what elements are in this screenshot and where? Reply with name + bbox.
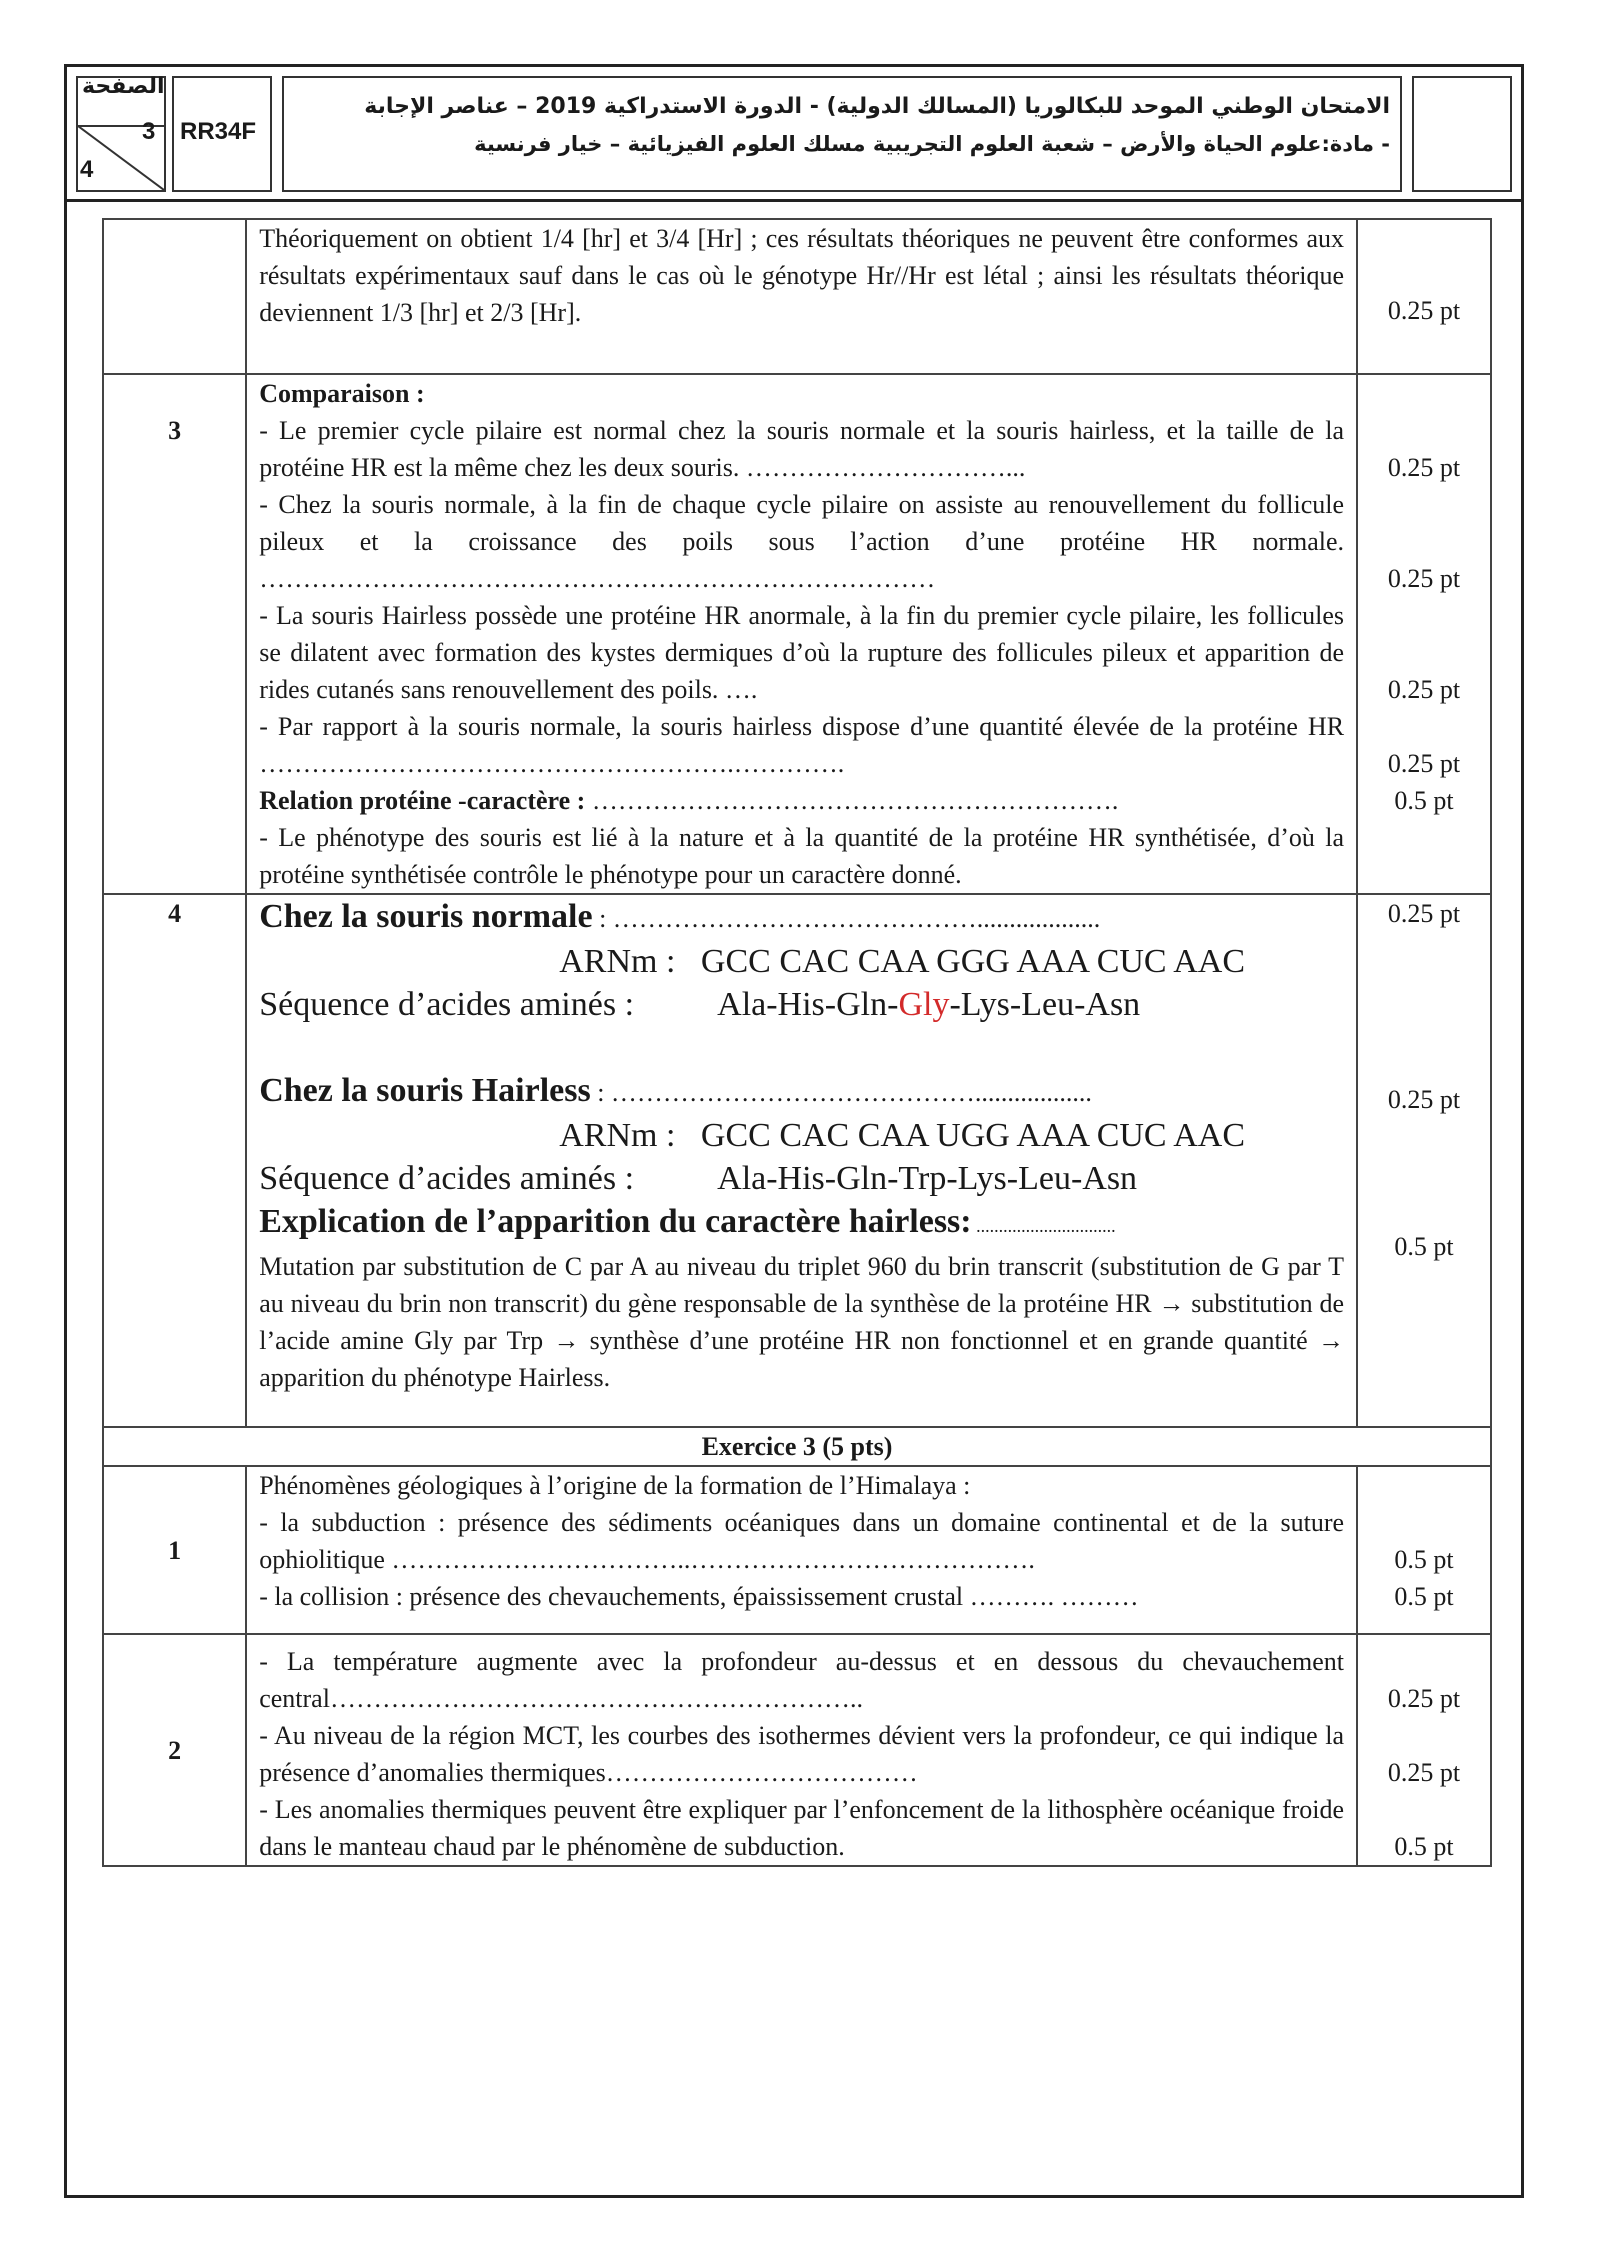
answer-cell	[246, 1634, 1357, 1866]
grade-box	[1412, 76, 1512, 192]
points-cell	[1357, 219, 1491, 374]
answer-table	[102, 218, 1492, 1867]
points-value: 0.25 pt	[1387, 1758, 1461, 1787]
normal-arn-sequence: GCC CAC CAA GGG AAA CUC AAC	[700, 943, 1246, 980]
points-value: 0.5 pt	[1394, 786, 1454, 815]
relation-title: Relation protéine -caractère :	[259, 786, 592, 815]
hairless-aa-sequence: Ala-His-Gln-Trp-Lys-Leu-Asn	[717, 1160, 1138, 1197]
exam-title-line1: الامتحان الوطني الموحد للبكالوريا (المسالك الدولية) - الدورة الاستدراكية 2019 – عناصر الإجابة	[364, 94, 1390, 119]
normal-seq-label: Séquence d’acides aminés :	[259, 986, 635, 1023]
table-row	[103, 894, 1491, 1427]
collision-point: - la collision : présence des chevauchements, épaississement crustal ………. ………	[259, 1582, 1139, 1611]
himalaya-intro: Phénomènes géologiques à l’origine de la formation de l’Himalaya :	[259, 1471, 971, 1500]
question-number-cell	[103, 219, 246, 374]
points-value: 0.5 pt	[1394, 1545, 1454, 1574]
comparison-title: Comparaison :	[259, 379, 425, 408]
points-value: 0.25 pt	[1387, 453, 1461, 482]
page-current: 3	[142, 118, 156, 145]
theory-text: Théoriquement on obtient 1/4 [hr] et 3/4 [Hr] ; ces résultats théoriques ne peuvent être conformes aux résultats expérimentaux sauf dans le cas où le génotype Hr//Hr est létal ; ainsi les résultats théorique deviennent 1/3 [hr] et 2/3 [Hr].	[259, 224, 1345, 327]
answer-cell	[246, 894, 1357, 1427]
points-value: 0.25 pt	[1387, 564, 1461, 593]
points-cell	[1357, 894, 1491, 1427]
relation-dots: …………………………………………………….	[591, 786, 1119, 815]
answer-cell	[246, 374, 1357, 894]
table-row	[103, 1427, 1491, 1466]
points-value: 0.25 pt	[1387, 899, 1461, 928]
comparison-point-1: - Le premier cycle pilaire est normal chez la souris normale et la souris hairless, et la taille de la protéine HR est la même chez les deux souris. …………………………...	[259, 416, 1345, 482]
page-label: الصفحة	[82, 74, 165, 99]
points-value: 0.5 pt	[1394, 1832, 1454, 1861]
question-number: 2	[168, 1735, 182, 1765]
answer-cell	[246, 219, 1357, 374]
anomaly-point: - Les anomalies thermiques peuvent être expliquer par l’enfoncement de la lithosphère océanique froide dans le manteau chaud par le phénomène de subduction.	[259, 1795, 1345, 1861]
mutated-amino-acid: Gly	[898, 986, 950, 1023]
relation-text: - Le phénotype des souris est lié à la nature et à la quantité de la protéine HR synthétisée, d’où la protéine synthétisée contrôle le phénotype pour un caractère donné.	[259, 823, 1345, 889]
normal-aa-before: Ala-His-Gln-	[717, 986, 899, 1023]
exam-title-line2: - مادة:علوم الحياة والأرض – شعبة العلوم التجريبية مسلك العلوم الفيزيائية – خيار فرنسية	[474, 132, 1390, 156]
points-value: 0.25 pt	[1387, 675, 1461, 704]
question-number: 3	[168, 416, 182, 445]
question-number: 4	[168, 899, 182, 928]
answer-cell	[246, 1466, 1357, 1634]
normal-mouse-title: Chez la souris normale	[259, 898, 593, 935]
points-value: 0.25 pt	[1387, 1684, 1461, 1713]
subduction-point: - la subduction : présence des sédiments océaniques dans un domaine continental et de la suture ophiolitique ……………………………..………………………………….	[259, 1508, 1345, 1574]
points-cell	[1357, 1466, 1491, 1634]
explication-text: Mutation par substitution de C par A au niveau du triplet 960 du brin transcrit (substitution de G par T au niveau du brin non transcrit) du gène responsable de la synthèse de la protéine HR → substitution de l’acide amine Gly par Trp → synthèse d’une protéine HR non fonctionnel et en grande quantité → apparition du phénotype Hairless.	[259, 1252, 1345, 1392]
table-row	[103, 1634, 1491, 1866]
explication-title: Explication de l’apparition du caractère hairless:	[259, 1203, 972, 1240]
normal-aa-after: -Lys-Leu-Asn	[949, 986, 1141, 1023]
isotherm-point: - Au niveau de la région MCT, les courbes des isothermes dévient vers la profondeur, ce qui indique la présence d’anomalies thermiques………………………………	[259, 1721, 1345, 1787]
question-number-cell	[103, 374, 246, 894]
hairless-dots: : ……………………………………..................	[590, 1078, 1092, 1107]
points-value: 0.25 pt	[1387, 296, 1461, 325]
question-number-cell	[103, 1634, 246, 1866]
comparison-point-3: - La souris Hairless possède une protéine HR anormale, à la fin du premier cycle pilaire, les follicules se dilatent avec formation des kystes dermiques d’où la rupture des follicules pileux et apparition de rides cutanés sans renouvellement des poils. ….	[259, 601, 1345, 704]
normal-dots: : ……………………………………...................	[592, 904, 1101, 933]
hairless-arn-sequence: GCC CAC CAA UGG AAA CUC AAC	[700, 1117, 1246, 1154]
points-cell	[1357, 1634, 1491, 1866]
table-row	[103, 1466, 1491, 1634]
exam-code: RR34F	[180, 118, 257, 145]
points-value: 0.5 pt	[1394, 1232, 1454, 1261]
points-value: 0.5 pt	[1394, 1582, 1454, 1611]
temperature-point: - La température augmente avec la profondeur au-dessus et en dessous du chevauchement central……………………………………………………..	[259, 1647, 1345, 1713]
comparison-point-2: - Chez la souris normale, à la fin de chaque cycle pilaire on assiste au renouvellement du follicule pileux et la croissance des poils sous l’action d’une protéine HR normale. ……………………………………………………………………	[259, 490, 1345, 593]
hairless-mouse-title: Chez la souris Hairless	[259, 1072, 591, 1109]
explication-dots: ...............................	[971, 1216, 1116, 1236]
points-cell	[1357, 374, 1491, 894]
comparison-point-4: - Par rapport à la souris normale, la souris hairless dispose d’une quantité élevée de la protéine HR ……………………………………………….………….	[259, 712, 1345, 778]
table-row	[103, 374, 1491, 894]
points-value: 0.25 pt	[1387, 1085, 1461, 1114]
hairless-seq-label: Séquence d’acides aminés :	[259, 1160, 635, 1197]
question-number: 1	[168, 1535, 182, 1565]
question-number-cell	[103, 1466, 246, 1634]
exercise-title: Exercice 3 (5 pts)	[103, 1427, 1491, 1466]
points-value: 0.25 pt	[1387, 749, 1461, 778]
table-row	[103, 219, 1491, 374]
page-total: 4	[80, 156, 94, 183]
normal-arn-label: ARNm :	[559, 943, 676, 980]
hairless-arn-label: ARNm :	[559, 1117, 676, 1154]
question-number-cell	[103, 894, 246, 1427]
